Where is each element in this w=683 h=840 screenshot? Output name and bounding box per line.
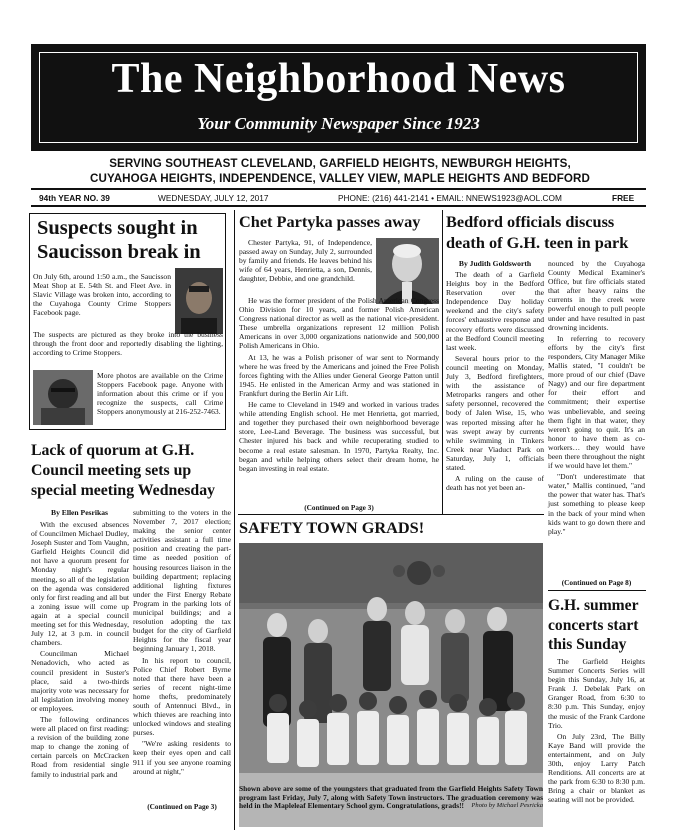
quorum-para: submitting to the voters in the November 7, 2017 election; making the senior center activities assistant a full time position and creating the part-time as needed position of housing resources liaison in the building department; replacing additional lighting fixtures under the First Energy Rebate Program in the parking lots of municipal buildings; and a resolution adopting the tax budget for the city of Garfield Heights for the fiscal year beginning January 1, 2018. xyxy=(133,508,231,654)
chet-headline: Chet Partyka passes away xyxy=(239,212,421,231)
info-rule-top xyxy=(31,188,646,190)
chet-continued: (Continued on Page 3) xyxy=(304,503,374,512)
suspect-photo-1 xyxy=(175,268,223,334)
quorum-para: With the excused absences of Councilmen Michael Dudley, Joseph Suster and Tom Vaughn, Garfield Heights Council did not have a quorum present for Monday night's regular meeting, so all of the legislation on the agenda was considered only for first reading and all but a zoning issue will come up again at a special council meeting set for this Wednesday, July 12, at 3 p.m. in council chambers. xyxy=(31,520,129,648)
issue-date: WEDNESDAY, JULY 12, 2017 xyxy=(158,193,269,203)
chet-intro-text: Chester Partyka, 91, of Independence, passed away on Sunday, July 2, surrounded by family and friends. He leaves behind his wife of 64 years, Henrietta, a son, Dennis, daughter, Debbie, and one grandchild. xyxy=(239,238,372,284)
quorum-para: "We're asking residents to keep their eyes open and call 911 if you see anyone roaming around at night," xyxy=(133,739,231,776)
bedford-para: nounced by the Cuyahoga County Medical Examiner's Office, but fire officials stated that after heavy rains the currents in the creek were powerful enough to pull people under and have resulted in past drowning incidents. xyxy=(548,259,645,332)
issue-number: 94th YEAR NO. 39 xyxy=(39,193,110,203)
serving-line-1: SERVING SOUTHEAST CLEVELAND, GARFIELD HEIGHTS, NEWBURGH HEIGHTS, xyxy=(109,157,571,170)
bedford-col-2 xyxy=(548,259,645,538)
quorum-headline: Lack of quorum at G.H. Council meeting sets up special meeting Wednesday xyxy=(31,442,216,499)
chet-body xyxy=(239,296,439,475)
suspect-photo-2 xyxy=(33,370,93,425)
safety-rule xyxy=(238,514,544,515)
column-divider-1 xyxy=(234,210,235,830)
quorum-byline: By Ellen Pesrikas xyxy=(51,508,108,517)
chet-intro xyxy=(239,238,372,285)
safety-photo-credit: Photo by Michael Pesricka xyxy=(471,802,543,810)
concerts-headline: G.H. summer concerts start this Sunday xyxy=(548,597,639,653)
quorum-para: Councilman Michael Nenadovich, who acted as council president in Suster's place, said a two-thirds majority vote was necessary for all legislation involving money or employees. xyxy=(31,649,129,713)
bedford-para: A ruling on the cause of death has not yet been an- xyxy=(446,474,544,493)
suspects-para-2: The suspects are pictured as they broke into the business through the front door and reportedly disabling the lighting, according to Crime Stoppers. xyxy=(33,330,223,358)
bedford-continued: (Continued on Page 8) xyxy=(561,578,632,587)
concerts-para: The Garfield Heights Summer Concerts Series will begin this Sunday, July 16, at Frank J. Debelak Park on Granger Road, from 6:30 to 8:30 p.m. This Sunday, enjoy the music of the Frank Cardone Trio. xyxy=(548,657,645,730)
chet-portrait xyxy=(376,238,439,304)
suspects-para-1: On July 6th, around 1:50 a.m., the Saucisson Meat Shop at E. 54th St. and Fleet Ave. in Slavic Village was broken into, according to the Cuyahoga County Crime Stoppers Facebook page. xyxy=(33,272,171,318)
safety-headline: SAFETY TOWN GRADS! xyxy=(239,518,425,537)
bedford-para: "Don't underestimate that water," Mallis continued, "and the power that water has. That's just something to please keep in the back of your mind when kids want to go down there and play." xyxy=(548,472,645,536)
concerts-para: On July 23rd, The Billy Kaye Band will provide the entertainment, and on July 30th, enjoy Larry Patch Renditions. All concerts are at the park from 6:30 to 8:30 p.m. Bring a chair or blanket as seating will not be provided. xyxy=(548,731,645,805)
quorum-col-1 xyxy=(31,520,129,781)
bedford-byline: By Judith Goldsworth xyxy=(458,259,532,268)
safety-caption: Shown above are some of the youngsters that graduated from the Garfield Heights Safety Town program last Friday, July 7, along with Safety Town instructors. The graduation ceremony was held in the Mapleleaf Elementary School gym. Congratulations, grads!! xyxy=(239,784,543,811)
bedford-para: In referring to recovery efforts by the city's first responders, City Manager Mike Mallis stated, "I couldn't be more proud of our chief (Dave Nagy) and our fire department for their effort and commitment; their expertise was unbelievable, and seeing them fight in that water, they weren't going to quit. It's an honor to have them as co-workers… they would have been there throughout the night if we would have let them." xyxy=(548,333,645,471)
concerts-rule xyxy=(548,590,646,591)
quorum-para: In his report to council, Police Chief Robert Byrne noted that there have been a series of recent night-time home thefts, predominately south of Antennuci Blvd., in which thieves are reaching into unlocked windows and stealing purses. xyxy=(133,655,231,738)
suspects-headline: Suspects sought in Saucisson break in xyxy=(37,217,201,263)
chet-para: At 13, he was a Polish prisoner of war sent to Normandy where he was freed by the Americans and joined the Free Polish forces fighting with the Allies under General George Patton until 1945. He enlisted in the American Army and was stationed in Frankfurt during the Berlin Air Lift. xyxy=(239,352,439,398)
price: FREE xyxy=(612,193,635,203)
serving-line-2: CUYAHOGA HEIGHTS, INDEPENDENCE, VALLEY VIEW, MAPLE HEIGHTS AND BEDFORD xyxy=(90,172,590,185)
chet-para: He came to Cleveland in 1949 and worked in various trades while attending English school. He met Henrietta, got married, and together they purchased their own neighborhood beverage store, Lee-Land Beverage. The business was successful, but Chester injured his back and while recuperating studied to become a real estate salesman. In 1970, Partyka Realty, Inc. began and while helping others select their dream home, he began investing in real estate. xyxy=(239,400,439,473)
column-divider-2 xyxy=(442,210,443,515)
newspaper-tagline: Your Community Newspaper Since 1923 xyxy=(197,114,480,133)
contact-info: PHONE: (216) 441-2141 • EMAIL: NNEWS1923@AOL.COM xyxy=(338,193,562,203)
quorum-para: The following ordinances were all placed on first reading: a revision of the building zone map to change the zoning of certain parcels on McCracken Road from residential single family to industrial park and xyxy=(31,714,129,779)
concerts-body xyxy=(548,657,645,807)
info-rule-bottom xyxy=(31,205,646,207)
bedford-headline: Bedford officials discuss death of G.H. teen in park xyxy=(446,212,629,252)
bedford-para: The death of a Garfield Heights boy in the Bedford Reservation over the Independence Day holiday weekend and the city's safety forces' exhaustive response and recovery efforts were discussed at the Bedford Council meeting last week. xyxy=(446,270,544,352)
safety-caption-block xyxy=(239,785,543,811)
bedford-para: Several hours prior to the council meeting on Monday, July 3, Bedford firefighters, with the assistance of Metroparks rangers and other safety personnel, recovered the body of Jalen Wise, 15, who was reported missing after he was swept away by currents while swimming in Tinkers Creek near Viaduct Park on Saturday, July 1, officials stated. xyxy=(446,353,544,472)
newspaper-title: The Neighborhood News xyxy=(111,56,566,102)
quorum-col-2 xyxy=(133,508,231,778)
quorum-continued: (Continued on Page 3) xyxy=(147,802,217,811)
suspects-para-3: More photos are available on the Crime Stoppers Facebook page. Anyone with information about this crime or if you recognize the suspects, call Crime Stoppers anonymously at 216-252-7463. xyxy=(97,371,223,417)
bedford-col-1 xyxy=(446,270,544,494)
chet-para: He was the former president of the Polish American Congress Ohio Division for 10 years, and former Polish American Congress national director as well as the national vice-president. These umbrella organizations represent 12 million Polish Americans in over 3,000 organizations nationwide and 500,000 Polish Americans in Ohio. xyxy=(239,296,439,351)
